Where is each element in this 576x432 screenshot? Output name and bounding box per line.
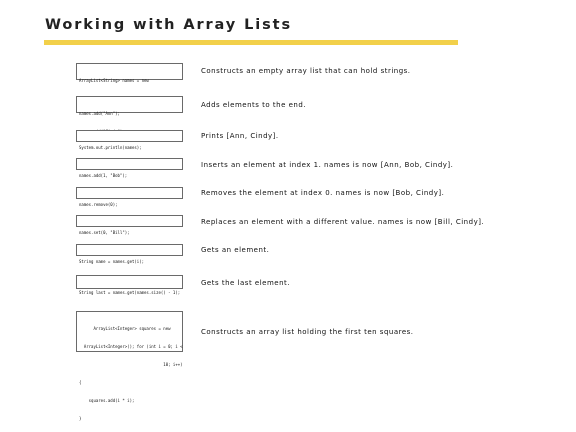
- title-underline: [44, 40, 458, 45]
- code-box-squares: [76, 311, 183, 421]
- description-add: Adds elements to the end.: [201, 101, 307, 109]
- description-set: Replaces an element with a different value. names is now [Bill, Cindy].: [201, 218, 485, 226]
- code-box-println: [76, 130, 183, 150]
- code-line: System.out.println(names);: [79, 145, 142, 150]
- code-line: names.set(0, "Bill");: [79, 230, 130, 235]
- code-line: ArrayList<String> names = new: [79, 78, 149, 83]
- description-construct: Constructs an empty array list that can hold strings.: [201, 67, 411, 75]
- code-line: ArrayList<Integer>(); for (int i = 0; i <: [79, 344, 183, 349]
- description-insert: Inserts an element at index 1. names is now [Ann, Bob, Cindy].: [201, 161, 454, 169]
- description-get-last: Gets the last element.: [201, 279, 291, 287]
- code-box-get-last: [76, 275, 183, 295]
- code-line: String last = names.get(names.size() - 1);: [79, 290, 181, 295]
- code-box-set: [76, 215, 183, 235]
- code-box-add: [76, 96, 183, 116]
- description-println: Prints [Ann, Cindy].: [201, 132, 279, 140]
- code-line: ArrayList<Integer> squares = new: [79, 326, 171, 331]
- code-box-insert: [76, 158, 183, 178]
- slide-title: Working with Array Lists: [45, 17, 292, 33]
- code-line: names.add(1, "Bob");: [79, 173, 128, 178]
- description-squares: Constructs an array list holding the first ten squares.: [201, 328, 414, 336]
- description-get: Gets an element.: [201, 246, 270, 254]
- code-line: }: [79, 416, 82, 421]
- code-box-remove: [76, 187, 183, 207]
- code-line: names.remove(0);: [79, 202, 118, 207]
- code-line: {: [79, 380, 82, 385]
- code-line: squares.add(i * i);: [79, 398, 135, 403]
- code-box-get: [76, 244, 183, 264]
- code-line: names.add("Ann");: [79, 111, 120, 116]
- code-line: 10; i++): [79, 362, 183, 367]
- code-line: String name = names.get(i);: [79, 259, 145, 264]
- description-remove: Removes the element at index 0. names is now [Bob, Cindy].: [201, 189, 445, 197]
- code-box-construct: [76, 63, 183, 83]
